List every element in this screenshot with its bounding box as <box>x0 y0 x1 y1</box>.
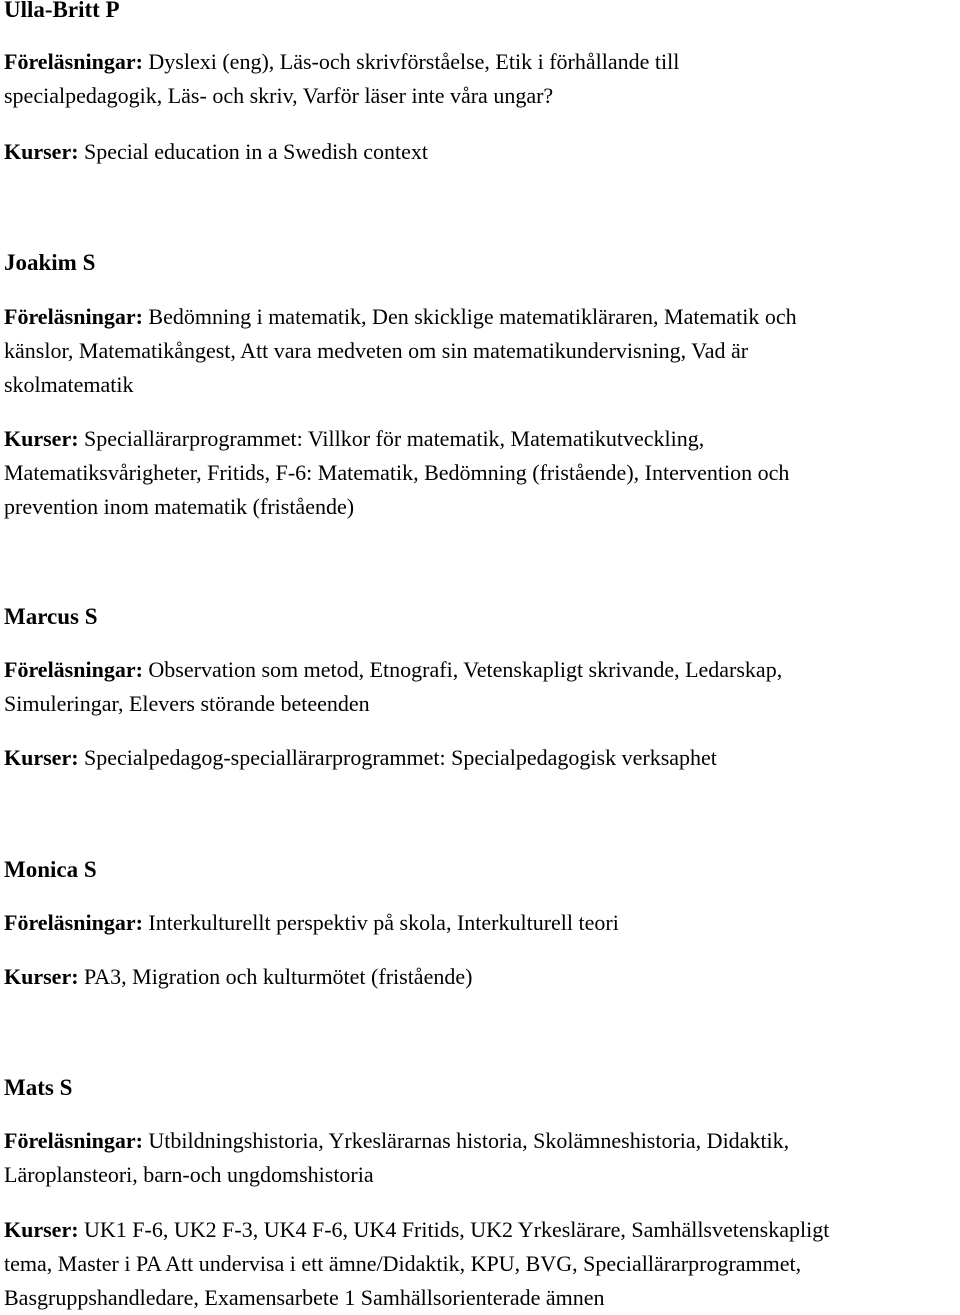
courses-label: Kurser: <box>4 1217 79 1242</box>
text-line <box>4 135 954 169</box>
courses-paragraph <box>4 960 954 994</box>
text-line: specialpedagogik, Läs- och skriv, Varför läser inte våra ungar? <box>4 83 554 108</box>
lectures-label: Föreläsningar: <box>4 657 143 682</box>
text-line: prevention inom matematik (fristående) <box>4 494 355 519</box>
text-line: känslor, Matematikångest, Att vara medveten om sin matematikundervisning, Vad är <box>4 338 749 363</box>
courses-paragraph <box>4 135 954 169</box>
lectures-label: Föreläsningar: <box>4 304 143 329</box>
courses-text: Special education in a Swedish context <box>78 139 428 164</box>
text-line <box>4 653 954 687</box>
courses-text: Speciallärarprogrammet: Villkor för matematik, Matematikutveckling, <box>78 426 705 451</box>
text-line <box>4 741 954 775</box>
courses-paragraph <box>4 422 954 524</box>
courses-text: PA3, Migration och kulturmötet (fristående) <box>78 964 473 989</box>
lectures-paragraph <box>4 45 954 113</box>
person-name: Marcus S <box>4 604 98 629</box>
courses-label: Kurser: <box>4 964 79 989</box>
text-line <box>4 45 954 79</box>
person-name: Ulla-Britt P <box>4 0 120 22</box>
person-name: Monica S <box>4 857 97 882</box>
lectures-text: Bedömning i matematik, Den skicklige matematikläraren, Matematik och <box>142 304 797 329</box>
text-line: skolmatematik <box>4 372 134 397</box>
text-line: Simuleringar, Elevers störande beteenden <box>4 691 370 716</box>
lectures-label: Föreläsningar: <box>4 910 143 935</box>
text-line: Matematiksvårigheter, Fritids, F-6: Matematik, Bedömning (fristående), Intervention och <box>4 460 790 485</box>
lectures-text: Observation som metod, Etnografi, Vetenskapligt skrivande, Ledarskap, <box>142 657 783 682</box>
lectures-text: Utbildningshistoria, Yrkeslärarnas historia, Skolämneshistoria, Didaktik, <box>142 1128 790 1153</box>
person-name: Joakim S <box>4 250 96 275</box>
text-line <box>4 906 954 940</box>
courses-paragraph <box>4 1213 954 1315</box>
person-name: Mats S <box>4 1075 73 1100</box>
courses-paragraph <box>4 741 954 775</box>
lectures-label: Föreläsningar: <box>4 49 143 74</box>
text-line: tema, Master i PA Att undervisa i ett ämne/Didaktik, KPU, BVG, Speciallärarprogrammet, <box>4 1251 802 1276</box>
text-line: Basgruppshandledare, Examensarbete 1 Samhällsorienterade ämnen <box>4 1285 605 1310</box>
courses-text: UK1 F-6, UK2 F-3, UK4 F-6, UK4 Fritids, UK2 Yrkeslärare, Samhällsvetenskapligt <box>78 1217 830 1242</box>
lectures-paragraph <box>4 1124 954 1192</box>
text-line: Läroplansteori, barn-och ungdomshistoria <box>4 1162 374 1187</box>
courses-label: Kurser: <box>4 745 79 770</box>
lectures-text: Dyslexi (eng), Läs-och skrivförståelse, Etik i förhållande till <box>142 49 680 74</box>
lectures-text: Interkulturellt perspektiv på skola, Interkulturell teori <box>142 910 619 935</box>
lectures-label: Föreläsningar: <box>4 1128 143 1153</box>
text-line <box>4 422 954 456</box>
text-line <box>4 300 954 334</box>
lectures-paragraph <box>4 906 954 940</box>
courses-label: Kurser: <box>4 139 79 164</box>
lectures-paragraph <box>4 300 954 402</box>
text-line <box>4 1124 954 1158</box>
text-line <box>4 1213 954 1247</box>
text-line <box>4 960 954 994</box>
courses-label: Kurser: <box>4 426 79 451</box>
lectures-paragraph <box>4 653 954 721</box>
courses-text: Specialpedagog-speciallärarprogrammet: Specialpedagogisk verksaphet <box>78 745 717 770</box>
